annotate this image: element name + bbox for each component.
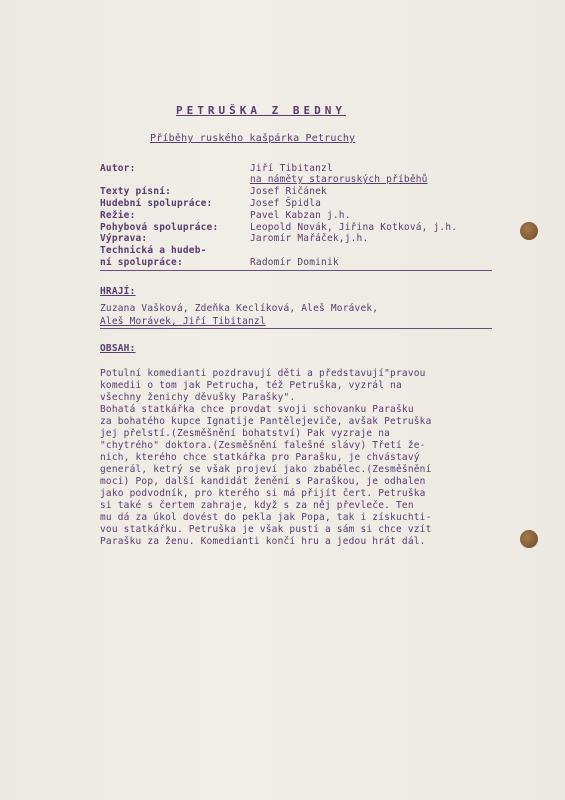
content-line: si také s čertem zahraje, když s za něj převleče. Ten	[100, 500, 414, 511]
content-line: za bohatého kupce Ignatije Pantělejeviče, avšak Petruška	[100, 416, 432, 427]
credit-value: Jiří Tibitanzl	[250, 163, 333, 174]
punch-hole	[520, 530, 538, 548]
content-line: generál, ketrý se však projeví jako zbabělec.(Zesměšnění	[100, 464, 432, 475]
credit-value: Josef Ričánek	[250, 186, 327, 197]
credit-label: Režie:	[100, 210, 136, 221]
credit-value: Radomír Dominik	[250, 257, 339, 268]
content-line: mu dá za úkol dovést do pekla jak Popa, tak i získuchti-	[100, 512, 432, 523]
underline-rule	[100, 270, 492, 271]
credit-label: Pohybová spolupráce:	[100, 222, 219, 233]
content-heading: OBSAH:	[100, 343, 136, 354]
credit-value: Josef Špidla	[250, 198, 322, 209]
credit-label: Hudební spolupráce:	[100, 198, 213, 209]
cast-line: Aleš Morávek, Jiří Tibitanzl	[100, 316, 266, 327]
content-line: jako podvodník, pro kterého si má přijít čert. Petruška	[100, 488, 426, 499]
credit-label: Texty písní:	[100, 186, 172, 197]
document-title: PETRUŠKA Z BEDNY	[176, 104, 346, 117]
content-line: vou statkářku. Petruška je však pustí a sám si chce vzít	[100, 524, 432, 535]
credit-value: Leopold Novák, Jiřina Kotková, j.h.	[250, 222, 458, 233]
credit-value: Jaromír Mařáček,j.h.	[250, 233, 369, 244]
content-line: Parašku za ženu. Komedianti končí hru a jedou hrát dál.	[100, 536, 426, 547]
content-line: jej přelstí.(Zesměšnění bohatství) Pak vyzraje na	[100, 428, 391, 439]
credit-label: ní spolupráce:	[100, 257, 183, 268]
document-subtitle: Příběhy ruského kašpárka Petruchy	[150, 133, 356, 144]
content-line: nich, kterého chce statkářka pro Parašku, je chvástavý	[100, 452, 420, 463]
credit-label: Technická a hudeb-	[100, 245, 207, 256]
credit-value: Pavel Kabzan j.h.	[250, 210, 351, 221]
content-line: Potulní komedianti pozdravují děti a představují"pravou	[100, 368, 426, 379]
credit-label: Autor:	[100, 163, 136, 174]
content-line: moci) Pop, další kandidát ženění s Paraškou, je odhalen	[100, 476, 426, 487]
content-line: Bohatá statkářka chce provdat svoji schovanku Parašku	[100, 404, 414, 415]
underline-rule	[100, 328, 492, 329]
credit-label: Výprava:	[100, 233, 148, 244]
punch-hole	[520, 222, 538, 240]
content-line: komedii o tom jak Petrucha, též Petruška, vyzrál na	[100, 380, 402, 391]
content-line: "chytrého" doktora.(Zesměšnění falešné slávy) Třetí že-	[100, 440, 426, 451]
content-line: všechny ženichy děvušky Parašky".	[100, 392, 296, 403]
cast-heading: HRAJÍ:	[100, 286, 136, 297]
credit-value: na náměty staroruských příběhů	[250, 174, 428, 185]
cast-line: Zuzana Vašková, Zdeňka Keclíková, Aleš Morávek,	[100, 303, 379, 314]
